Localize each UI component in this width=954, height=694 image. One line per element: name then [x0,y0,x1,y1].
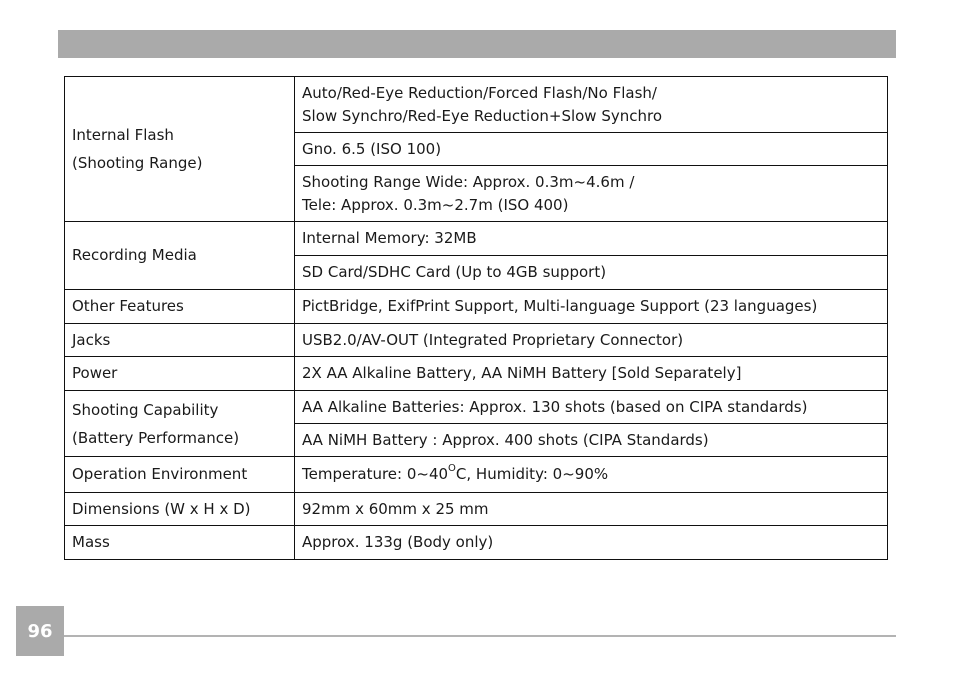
header-bar [58,30,896,58]
value-other-features: PictBridge, ExifPrint Support, Multi-language Support (23 languages) [295,290,888,324]
value-line: Slow Synchro/Red-Eye Reduction+Slow Synchro [302,106,663,125]
spec-table [64,76,888,560]
value-shots-alkaline: AA Alkaline Batteries: Approx. 130 shots (based on CIPA standards) [295,391,888,424]
value-mass: Approx. 133g (Body only) [295,526,888,560]
row-label-mass: Mass [65,526,295,560]
label-line: Internal Flash [72,126,174,144]
env-temp-text: Temperature: 0~40 [302,465,449,483]
degree-superscript: O [448,463,456,474]
label-line: (Battery Performance) [72,428,240,447]
label-line: Shooting Capability [72,400,219,419]
row-label-dimensions: Dimensions (W x H x D) [65,493,295,526]
value-operation-environment [295,457,888,493]
table-row [65,391,888,424]
row-label-recording-media: Recording Media [65,222,295,290]
env-humidity-text: C, Humidity: 0~90% [455,465,609,483]
row-label-jacks: Jacks [65,324,295,357]
value-power: 2X AA Alkaline Battery, AA NiMH Battery [Sold Separately] [295,357,888,391]
row-label-other-features: Other Features [65,290,295,324]
row-label-shooting-capability [65,391,295,457]
value-flash-gno: Gno. 6.5 (ISO 100) [295,133,888,166]
value-sd-card: SD Card/SDHC Card (Up to 4GB support) [295,256,888,290]
table-row [65,526,888,560]
value-shots-nimh: AA NiMH Battery : Approx. 400 shots (CIPA Standards) [295,424,888,457]
table-row [65,493,888,526]
value-line: Tele: Approx. 0.3m~2.7m (ISO 400) [302,195,569,214]
table-row [65,77,888,133]
page-number: 96 [27,620,53,642]
table-row [65,290,888,324]
value-line: Shooting Range Wide: Approx. 0.3m~4.6m / [302,172,635,191]
footer-rule [64,635,896,637]
value-internal-memory: Internal Memory: 32MB [295,222,888,256]
row-label-operation-environment: Operation Environment [65,457,295,493]
table-row [65,324,888,357]
label-line: (Shooting Range) [72,154,203,172]
value-flash-modes [295,77,888,133]
value-flash-range [295,166,888,222]
page-number-box [16,606,64,656]
value-jacks: USB2.0/AV-OUT (Integrated Proprietary Connector) [295,324,888,357]
table-row [65,222,888,256]
value-line: Auto/Red-Eye Reduction/Forced Flash/No Flash/ [302,83,657,102]
table-row [65,357,888,391]
row-label-internal-flash [65,77,295,222]
table-row [65,457,888,493]
row-label-power: Power [65,357,295,391]
value-dimensions: 92mm x 60mm x 25 mm [295,493,888,526]
